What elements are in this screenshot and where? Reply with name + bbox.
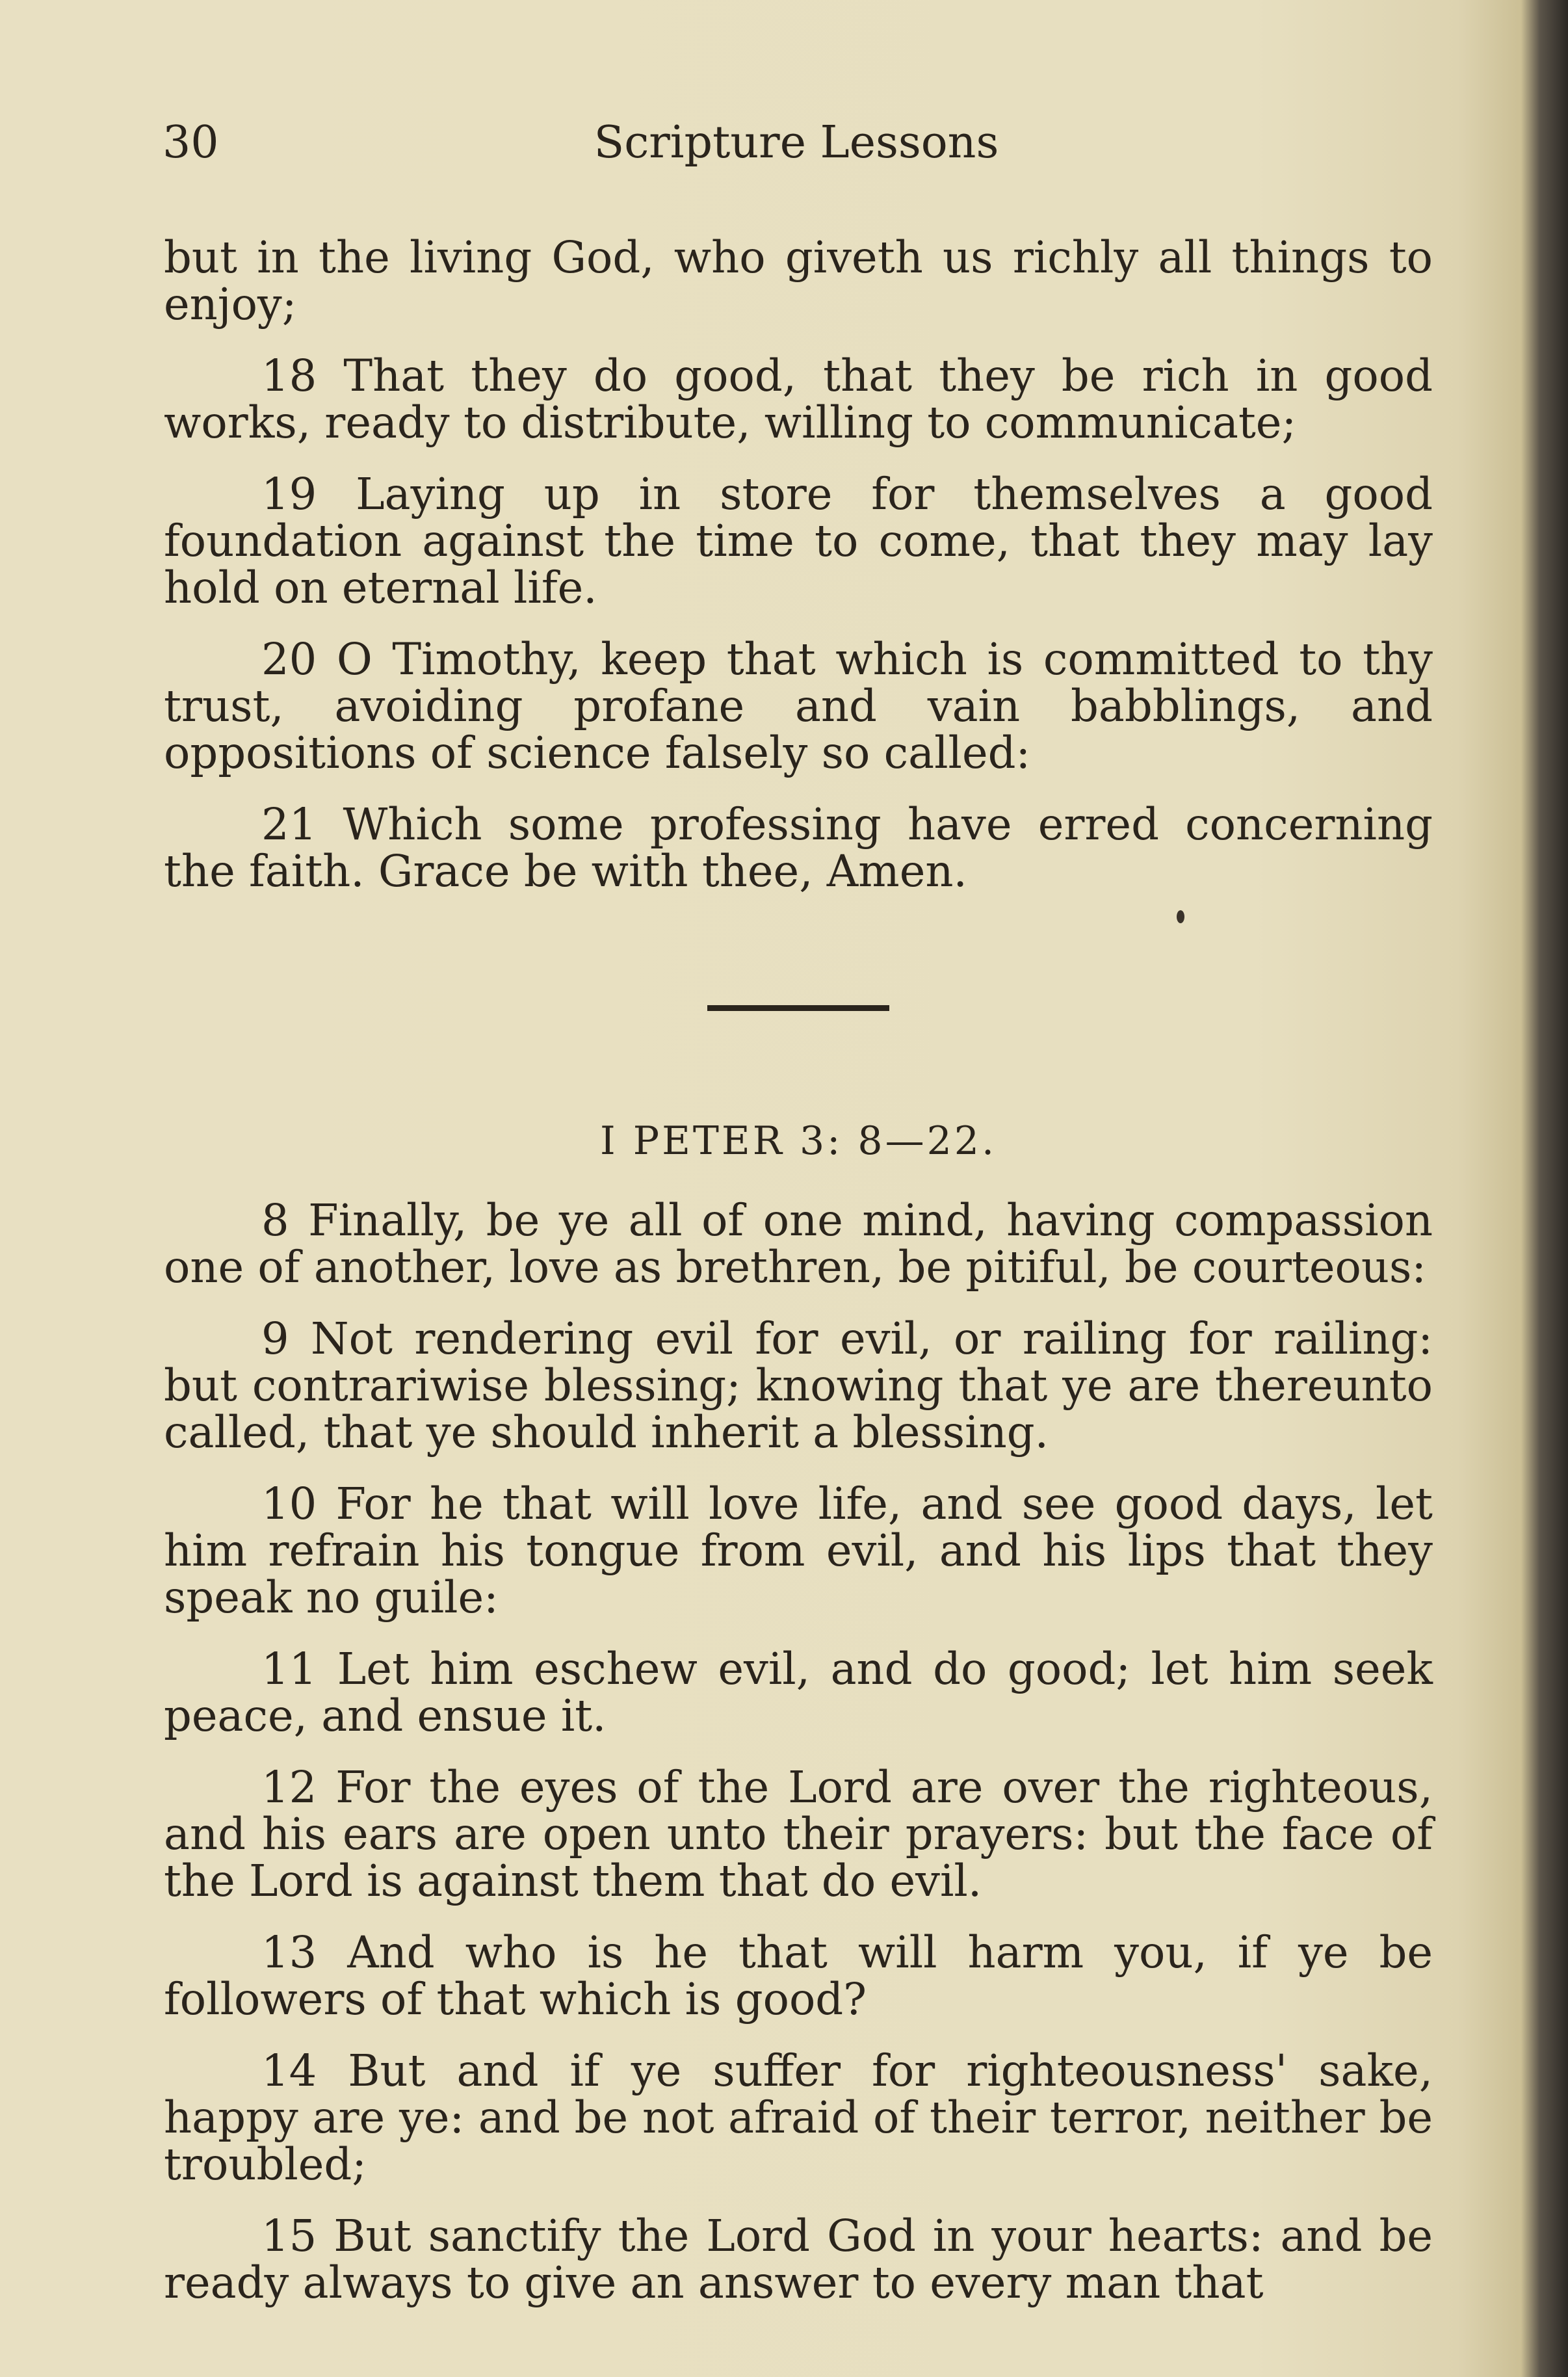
verse-12: 12 For the eyes of the Lord are over the righteous, and his ears are open unto their prayers: but the face of the Lord is against them that do evil. xyxy=(164,1762,1433,1906)
verse-8: 8 Finally, be ye all of one mind, having compassion one of another, love as brethren, be pitiful, be courteous: xyxy=(164,1195,1433,1293)
running-title: Scripture Lessons xyxy=(594,117,999,168)
verse-continuation: but in the living God, who giveth us richly all things to enjoy; xyxy=(164,232,1433,330)
verse-14: 14 But and if ye suffer for righteousness' sake, happy are ye: and be not afraid of their terror, neither be troubled; xyxy=(164,2045,1433,2190)
verse-19: 19 Laying up in store for themselves a good foundation against the time to come, that they may lay hold on eternal life. xyxy=(164,469,1433,613)
verse-9: 9 Not rendering evil for evil, or railing for railing: but contrariwise blessing; knowing that ye are thereunto called, that ye should inherit a blessing. xyxy=(164,1313,1433,1458)
verse-18: 18 That they do good, that they be rich in good works, ready to distribute, willing to communicate; xyxy=(164,350,1433,448)
section-heading: I PETER 3: 8—22. xyxy=(599,1118,997,1164)
verse-20: 20 O Timothy, keep that which is committed to thy trust, avoiding profane and vain babblings, and oppositions of science falsely so called: xyxy=(164,634,1433,778)
page-number: 30 xyxy=(163,117,219,168)
verse-10: 10 For he that will love life, and see good days, let him refrain his tongue from evil, and his lips that they speak no guile: xyxy=(164,1478,1433,1623)
verse-15: 15 But sanctify the Lord God in your hearts: and be ready always to give an answer to every man that xyxy=(164,2211,1433,2308)
verse-21: 21 Which some professing have erred concerning the faith. Grace be with thee, Amen. xyxy=(164,799,1433,897)
running-head xyxy=(163,111,1430,176)
body-text xyxy=(164,234,1433,2331)
ink-speck xyxy=(1177,910,1184,923)
verse-13: 13 And who is he that will harm you, if ye be followers of that which is good? xyxy=(164,1927,1433,2025)
verse-11: 11 Let him eschew evil, and do good; let him seek peace, and ensue it. xyxy=(164,1644,1433,1741)
section-divider xyxy=(707,1005,889,1011)
